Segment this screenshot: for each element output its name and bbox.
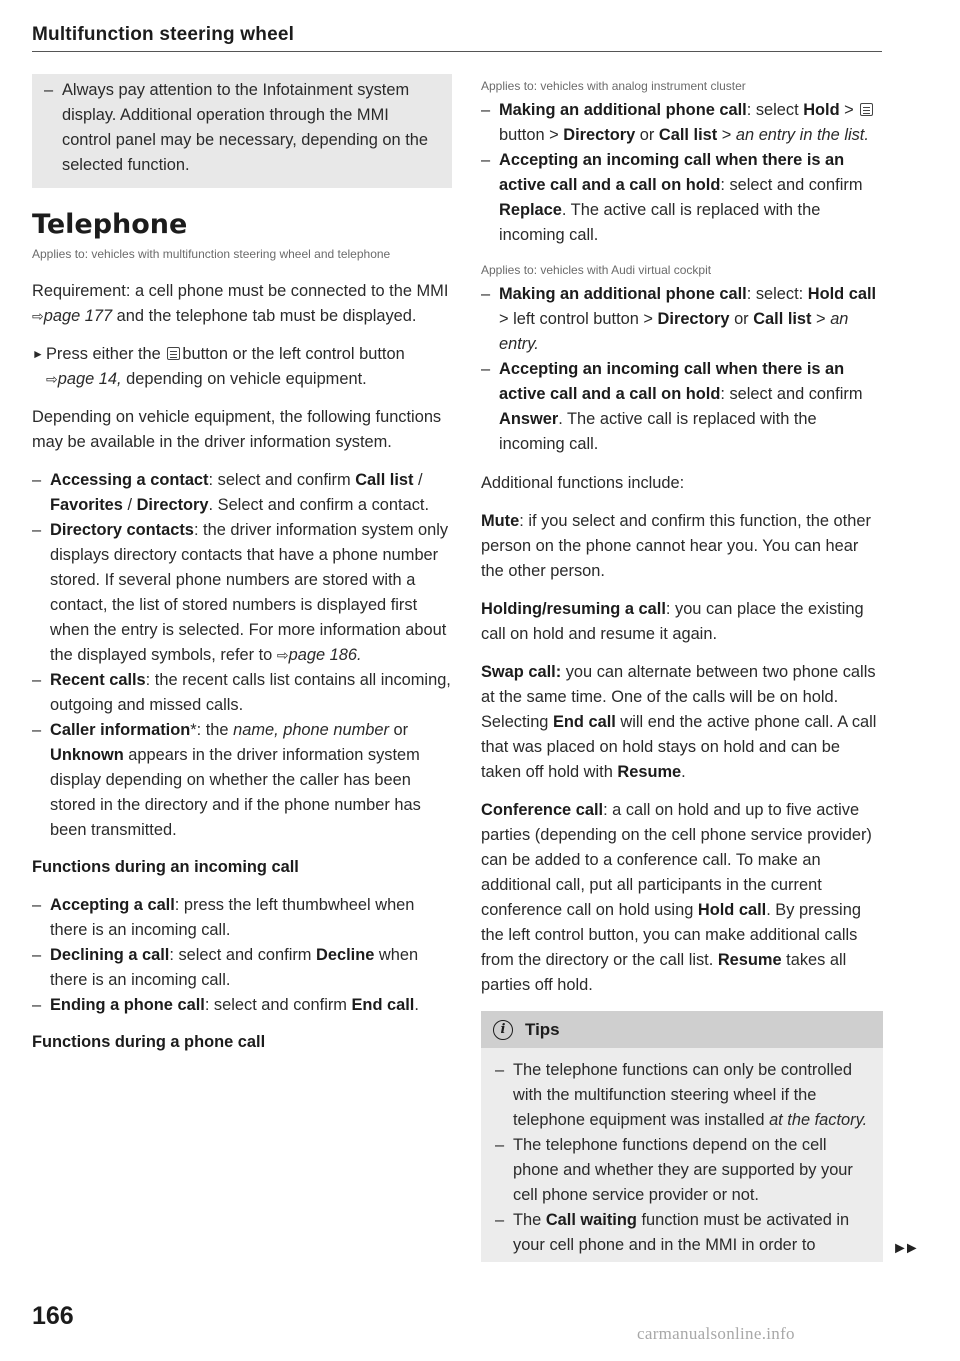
applies-to-note: Applies to: vehicles with analog instrument cluster [481,79,746,93]
conference-paragraph: Conference call: a call on hold and up to five active parties (depending on the cell phone service provider) can be added to a conference call. To make an additional call, put all participants in the current conference call on hold using Hold call. By pressing the left control button, you can make additional calls from the directory or the call list. Resume takes all parties off hold. [481,801,872,994]
page-header [32,24,882,46]
left-column [32,74,452,1068]
list-item: – Accepting an incoming call when there is an active call and a call on hold: select and confirm Replace. The active call is replaced with the incoming call. [481,151,863,244]
swap-paragraph: Swap call: you can alternate between two phone calls at the same time. One of the calls will be on hold. Selecting End call will end the active phone call. A call that was placed on hold stays on hold and can be taken off hold with Resume. [481,663,877,781]
page-ref-arrow-icon: ⇨ [276,647,289,663]
tips-box [481,1011,883,1262]
list-item: – The Call waiting function must be activated in your cell phone and in the MMI in order to [495,1211,850,1254]
list-item: – Ending a phone call: select and confirm End call. [32,996,419,1014]
press-instruction: ► Press either the button or the left control button ⇨page 14, depending on vehicle equipment. [32,342,452,392]
additional-functions-intro: Additional functions include: [481,474,685,492]
menu-button-icon [167,347,180,360]
list-item: – Accepting an incoming call when there is an active call and a call on hold: select and confirm Answer. The active call is replaced with the incoming call. [481,360,863,453]
list-item: – Declining a call: select and confirm Decline when there is an incoming call. [32,946,419,989]
watermark: carmanualsonline.info [637,1324,795,1343]
tips-header: i Tips [481,1011,883,1048]
page-reference[interactable]: page 14, [57,370,122,388]
list-item: – Recent calls: the recent calls list contains all incoming, outgoing and missed calls. [32,671,451,714]
page-ref-arrow-icon: ⇨ [32,308,44,324]
incoming-list [32,893,452,1018]
list-item: – The telephone functions depend on the cell phone and whether they are supported by your cell phone service provider or not. [495,1136,853,1204]
list-item: – Making an additional phone call: select: Hold call > left control button > Directory or Call list > an entry. [481,285,877,353]
list-item: – Directory contacts: the driver information system only displays directory contacts that have a phone number stored. If several phone numbers are stored with a contact, the list of stored numbers is displayed first when the entry is selected. For more information about the displayed symbols, refer to ⇨page 186. [32,521,449,664]
bullet-triangle-icon: ► [32,347,44,361]
function-list [32,468,452,843]
list-item: – Accessing a contact: select and confirm Call list / Favorites / Directory. Select and confirm a contact. [32,471,430,514]
section-title: Telephone [32,209,188,240]
list-item: – Accepting a call: press the left thumbwheel when there is an incoming call. [32,896,415,939]
list-item: – The telephone functions can only be controlled with the multifunction steering wheel if the telephone equipment was installed at the factory. [495,1061,868,1129]
subheading-incoming: Functions during an incoming call [32,858,299,876]
right-column [481,78,883,1262]
subheading-during-call: Functions during a phone call [32,1033,266,1051]
chapter-title: Multifunction steering wheel [32,24,295,45]
applies-to-note: Applies to: vehicles with multifunction steering wheel and telephone [32,247,391,261]
requirement-paragraph: Requirement: a cell phone must be connected to the MMI ⇨page 177 and the telephone tab must be displayed. [32,282,449,325]
continue-arrow-icon: ►► [892,1240,916,1257]
page-reference[interactable]: page 186. [288,646,362,664]
mute-paragraph: Mute: if you select and confirm this function, the other person on the phone cannot hear you. You can hear the other person. [481,512,871,580]
list-item: – Making an additional phone call: select Hold > button > Directory or Call list > an entry in the list. [481,98,883,148]
page-number: 166 [32,1302,74,1330]
analog-list [481,98,883,248]
menu-button-icon [860,103,873,116]
virtual-cockpit-list [481,282,883,457]
list-item: – Caller information*: the name, phone number or Unknown appears in the driver information system display depending on whether the caller has been stored in the directory and if the phone number has been transmitted. [32,721,421,839]
intro-note: – Always pay attention to the Infotainment system display. Additional operation through the MMI control panel may be necessary, depending on the selected function. [44,81,428,174]
holding-paragraph: Holding/resuming a call: you can place the existing call on hold and resume it again. [481,600,864,643]
depending-paragraph: Depending on vehicle equipment, the following functions may be available in the driver information system. [32,408,442,451]
page-ref-arrow-icon: ⇨ [46,371,58,387]
tips-body [481,1048,883,1262]
info-icon: i [493,1020,513,1040]
header-divider [32,51,882,52]
intro-note-box [32,74,452,188]
page-reference[interactable]: page 177 [43,307,113,325]
applies-to-note: Applies to: vehicles with Audi virtual cockpit [481,263,712,277]
